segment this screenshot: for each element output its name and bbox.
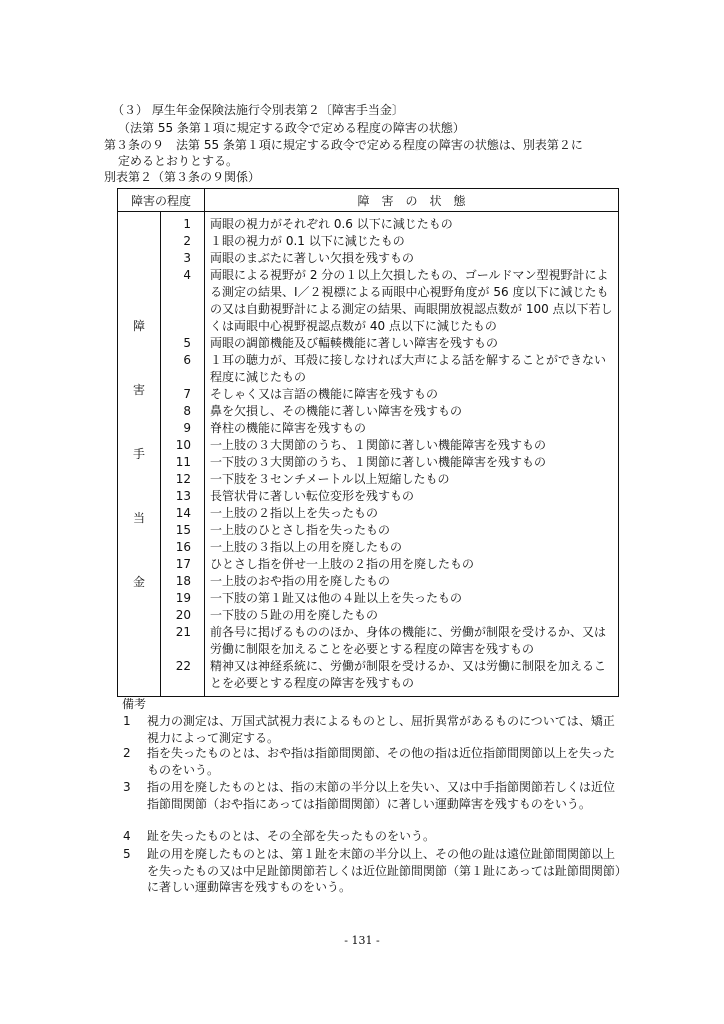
row-number: 22 — [175, 659, 192, 673]
row-number: 18 — [175, 574, 192, 588]
row-number: 21 — [175, 625, 192, 639]
row-number: 9 — [183, 421, 192, 435]
row-number: 3 — [183, 251, 192, 265]
row-number: 11 — [175, 455, 192, 469]
page-number: - 131 - — [344, 934, 380, 947]
row-description: 一下肢の５趾の用を廃したもの — [210, 608, 379, 622]
item-number-column — [161, 212, 205, 697]
row-description: 前各号に掲げるもののほか、身体の機能に、労働が制限を受けるか、又は労働に制限を加えることを必要とする程度の障害を残すもの — [210, 625, 607, 656]
row-number: 19 — [175, 591, 192, 605]
category-char: 金 — [132, 575, 145, 589]
row-number: 20 — [175, 608, 192, 622]
category-char: 障 — [132, 319, 145, 333]
article-text-line2: 定めるとおりとする。 — [118, 154, 239, 168]
row-number: 5 — [183, 336, 192, 350]
header-state: 障 害 の 状 態 — [205, 189, 619, 212]
note-text: 指を失ったものとは、おや指は指節間関節、その他の指は近位指節間関節以上を失ったものをいう。 — [147, 746, 616, 777]
section-subheading: （法第 55 条第１項に規定する政令で定める程度の障害の状態） — [118, 121, 465, 135]
note-number: 5 — [123, 847, 131, 861]
row-number: 13 — [175, 489, 192, 503]
row-description: 一上肢の３指以上の用を廃したもの — [210, 540, 403, 554]
row-number: 17 — [175, 557, 192, 571]
table-body-row — [118, 212, 619, 697]
row-number: 7 — [183, 387, 192, 401]
note-number: 3 — [123, 780, 131, 794]
note-text: 趾を失ったものとは、その全部を失ったものをいう。 — [147, 829, 436, 843]
article-text-line1: 第３条の９ 法第 55 条第１項に規定する政令で定める程度の障害の状態は、別表第２に — [104, 138, 583, 152]
row-description: 精神又は神経系統に、労働が制限を受けるか、又は労働に制限を加えることを必要とする程度の障害を残すもの — [210, 659, 607, 690]
row-description: 脊柱の機能に障害を残すもの — [210, 421, 367, 435]
row-description: 長管状骨に著しい転位変形を残すもの — [210, 489, 415, 503]
notes-title: 備考 — [122, 697, 147, 711]
row-number: 2 — [183, 234, 192, 248]
header-grade: 障害の程度 — [118, 189, 205, 212]
row-number: 12 — [175, 472, 192, 486]
note-number: 1 — [123, 714, 131, 728]
row-number: 4 — [183, 268, 192, 282]
section-heading: （３） 厚生年金保険法施行令別表第２〔障害手当金〕 — [112, 103, 404, 117]
row-number: 15 — [175, 523, 192, 537]
note-item — [123, 779, 623, 812]
row-description: ひとさし指を併せ一上肢の２指の用を廃したもの — [210, 557, 475, 571]
row-description: 一上肢の２指以上を失ったもの — [210, 506, 379, 520]
note-text: 趾の用を廃したものとは、第１趾を末節の半分以上、その他の趾は遠位趾節間関節以上を失ったもの又は中足趾節関節若しくは近位趾節間関節（第１趾にあっては趾節間関節）に著しい運動障害を残すものをいう。 — [147, 847, 621, 894]
row-description: 一下肢の３大関節のうち、１関節に著しい機能障害を残すもの — [210, 455, 547, 469]
category-char: 害 — [132, 383, 145, 397]
category-cell — [118, 212, 161, 697]
row-description: そしゃく又は言語の機能に障害を残すもの — [210, 387, 439, 401]
row-description: 両眼による視野が 2 分の１以上欠損したもの、ゴールドマン型視野計による測定の結果、Ⅰ／２視標による両眼中心視野角度が 56 度以下に減じたもの又は自動視野計による測定の結果、両眼開放視認点数が 100 点以下若しくは両眼中心視野視認点数が 40 点以下に減じたもの — [210, 268, 613, 333]
row-number: 14 — [175, 506, 192, 520]
row-description: 両眼の調節機能及び輻輳機能に著しい障害を残すもの — [210, 336, 499, 350]
disability-grade-table — [117, 188, 619, 697]
note-text: 指の用を廃したものとは、指の末節の半分以上を失い、又は中手指節関節若しくは近位指節間関節（おや指にあっては指節間関節）に著しい運動障害を残すものをいう。 — [147, 780, 616, 811]
row-description: 一上肢のひとさし指を失ったもの — [210, 523, 391, 537]
note-number: 4 — [123, 829, 131, 843]
row-description: 一下肢の第１趾又は他の４趾以上を失ったもの — [210, 591, 463, 605]
note-item — [123, 713, 623, 746]
table-caption: 別表第２（第３条の９関係） — [104, 170, 261, 184]
note-number: 2 — [123, 746, 131, 760]
row-description: 両眼のまぶたに著しい欠損を残すもの — [210, 251, 415, 265]
row-number: 10 — [175, 438, 192, 452]
row-description: １眼の視力が 0.1 以下に減じたもの — [210, 234, 405, 248]
category-char: 当 — [132, 511, 145, 525]
row-description: 一下肢を３センチメートル以上短縮したもの — [210, 472, 450, 486]
row-number: 8 — [183, 404, 192, 418]
row-number: 6 — [183, 353, 192, 367]
row-description: 一上肢のおや指の用を廃したもの — [210, 574, 391, 588]
category-char: 手 — [132, 447, 145, 461]
row-description: 両眼の視力がそれぞれ 0.6 以下に減じたもの — [210, 217, 453, 231]
item-description-column — [205, 212, 619, 697]
note-item — [123, 828, 623, 845]
row-description: 鼻を欠損し、その機能に著しい障害を残すもの — [210, 404, 463, 418]
row-description: １耳の聴力が、耳殻に接しなければ大声による話を解することができない程度に減じたもの — [210, 353, 607, 384]
row-description: 一上肢の３大関節のうち、１関節に著しい機能障害を残すもの — [210, 438, 547, 452]
note-item — [123, 745, 623, 778]
table-header-row — [118, 189, 619, 212]
note-text: 視力の測定は、万国式試視力表によるものとし、屈折異常があるものについては、矯正視力によって測定する。 — [147, 714, 615, 745]
row-number: 16 — [175, 540, 192, 554]
note-item — [123, 846, 623, 896]
row-number: 1 — [183, 217, 192, 231]
